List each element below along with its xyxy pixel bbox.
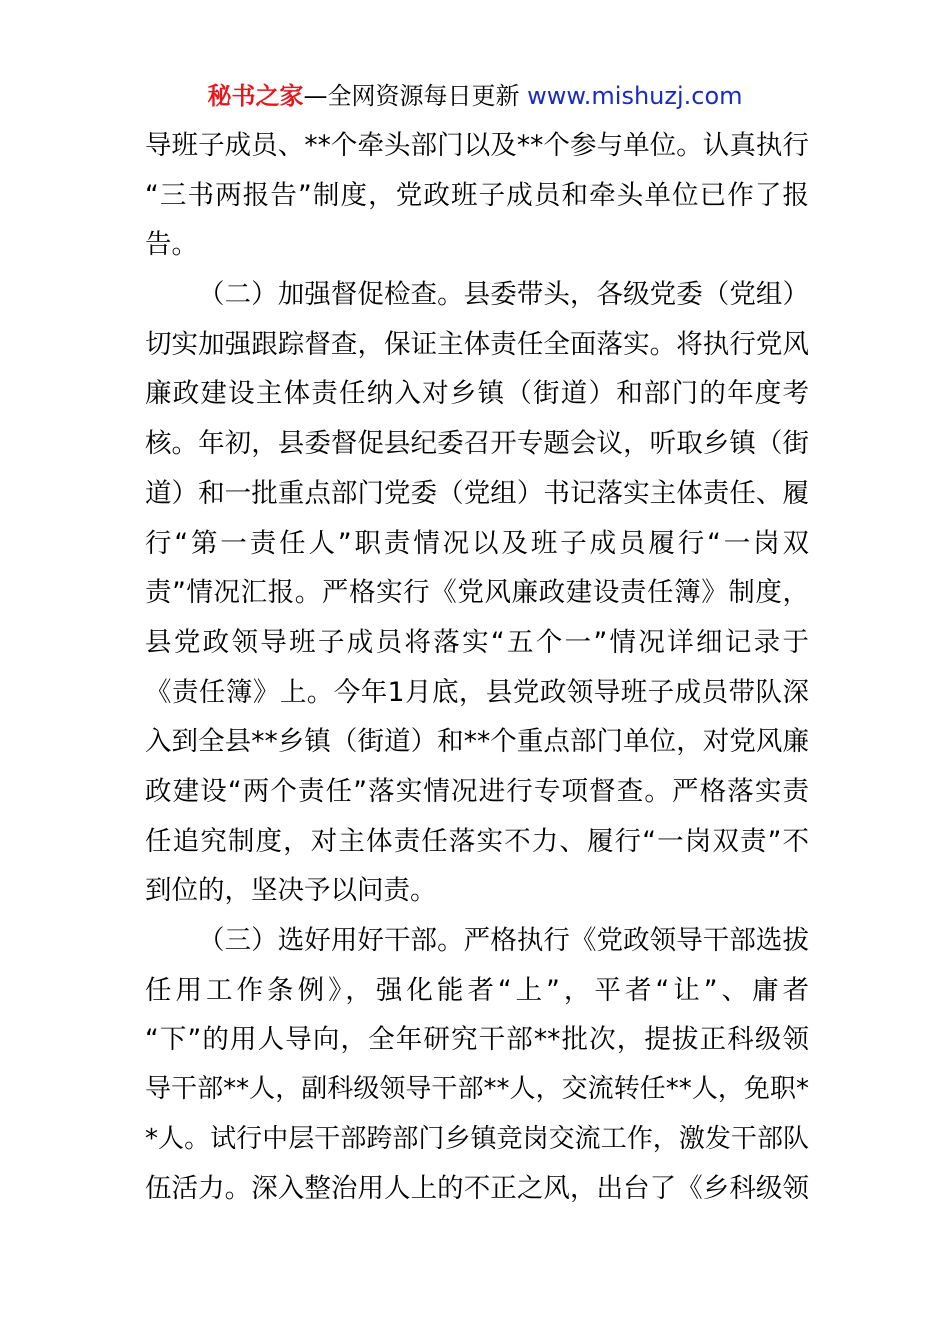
text-line: 切实加强跟踪督查，保证主体责任全面落实。将执行党风 (145, 328, 809, 360)
text-line: 导干部**人，副科级领导干部**人，交流转任**人，免职* (145, 1074, 809, 1105)
text-line: 政建设“两个责任”落实情况进行专项督查。严格落实责 (145, 775, 809, 807)
tagline: —全网资源每日更新 (303, 82, 520, 110)
text-line: 道）和一批重点部门党委（党组）书记落实主体责任、履 (145, 477, 809, 509)
text-line: 导班子成员、**个牵头部门以及**个参与单位。认真执行 (145, 130, 809, 161)
paragraph-heading-line: （三）选好用好干部。严格执行《党政领导干部选拔 (198, 925, 809, 956)
text-line: 《责任簿》上。今年1月底，县党政领导班子成员带队深 (145, 676, 809, 708)
document-body (145, 121, 809, 1214)
text-line: 任追究制度，对主体责任落实不力、履行“一岗双责”不 (145, 825, 809, 857)
text-line: 行“第一责任人”职责情况以及班子成员履行“一岗双 (145, 527, 809, 559)
text-line: 到位的，坚决予以问责。 (145, 875, 437, 907)
brand-name: 秘书之家 (207, 82, 304, 110)
text-line: 告。 (145, 229, 198, 261)
text-line: 县党政领导班子成员将落实“五个一”情况详细记录于 (145, 626, 809, 658)
text-line: 入到全县**乡镇（街道）和**个重点部门单位，对党风廉 (145, 726, 809, 758)
text-line: 伍活力。深入整治用人上的不正之风，出台了《乡科级领 (145, 1173, 809, 1205)
text-line: 核。年初，县委督促县纪委召开专题会议，听取乡镇（街 (145, 428, 809, 460)
text-line: *人。试行中层干部跨部门乡镇竞岗交流工作，激发干部队 (145, 1123, 809, 1154)
text-line: 任用工作条例》，强化能者“上”，平者“让”、庸者 (145, 974, 809, 1006)
site-watermark-header (0, 78, 950, 114)
paragraph-heading-line: （二）加强督促检查。县委带头，各级党委（党组） (198, 279, 809, 311)
site-url: www.mishuzj.com (519, 82, 743, 110)
text-line: 廉政建设主体责任纳入对乡镇（街道）和部门的年度考 (145, 378, 809, 410)
text-line: “三书两报告”制度，党政班子成员和牵头单位已作了报 (145, 179, 809, 211)
text-line: 责”情况汇报。严格实行《党风廉政建设责任簿》制度， (145, 577, 809, 609)
text-line: “下”的用人导向，全年研究干部**批次，提拔正科级领 (145, 1024, 809, 1056)
